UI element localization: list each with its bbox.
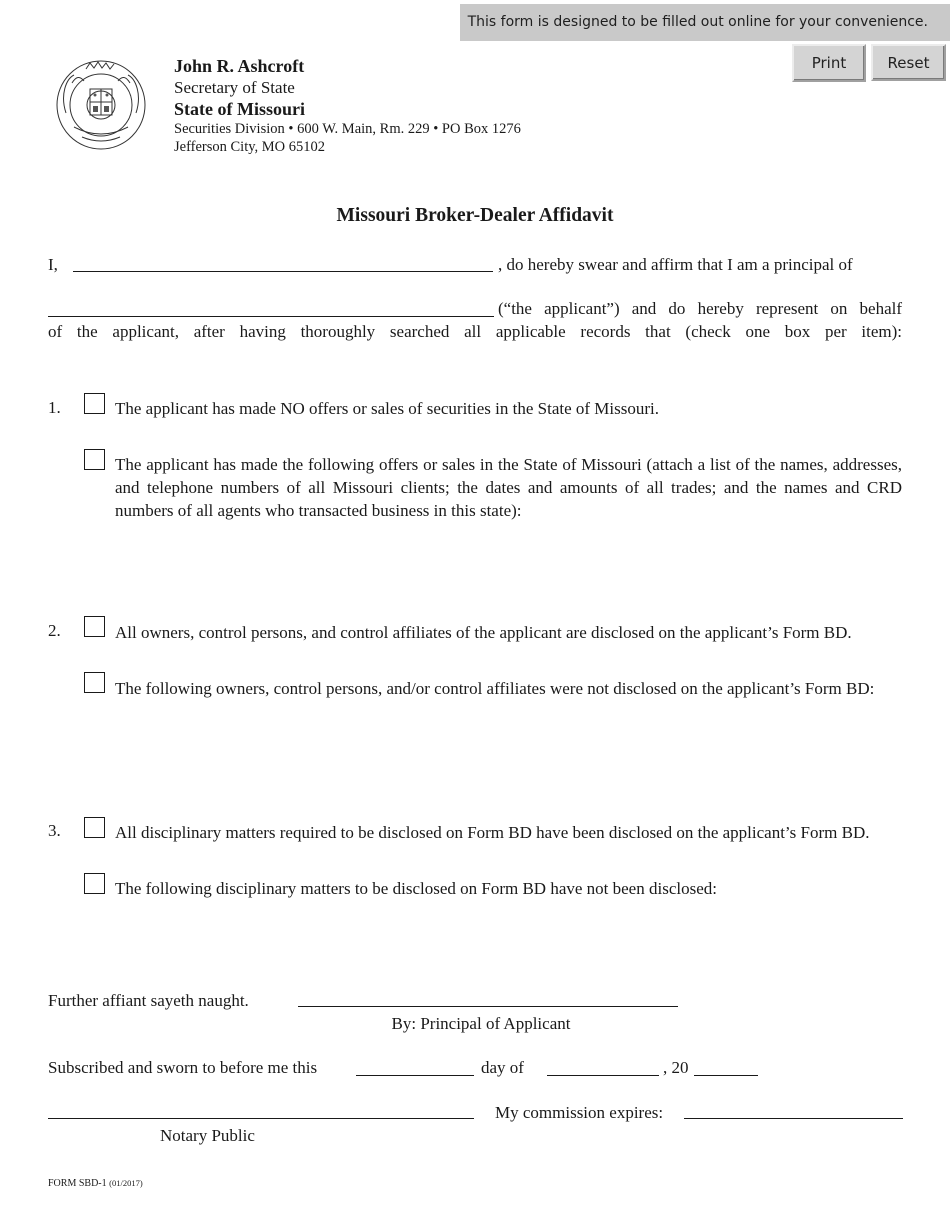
form-date: (01/2017) [109,1178,143,1188]
by-principal-label: By: Principal of Applicant [391,1014,571,1033]
sworn-day-field[interactable] [356,1075,474,1076]
item-1-option-a-checkbox[interactable] [84,393,105,414]
comma-20-text: , 20 [663,1058,689,1077]
item-2-option-a-checkbox[interactable] [84,616,105,637]
commission-expires-label: My commission expires: [495,1103,664,1122]
reset-button[interactable]: Reset [871,44,946,81]
item-1-option-a-text: The applicant has made NO offers or sales of securities in the State of Missouri. [115,399,660,418]
address-line-2: Jefferson City, MO 65102 [174,139,326,155]
state-name: State of Missouri [174,99,305,119]
item-2-option-b-text: The following owners, control persons, and/or control affiliates were not disclosed on the applicant’s Form BD: [115,679,875,698]
commission-expires-field[interactable] [684,1118,903,1119]
online-form-notice: This form is designed to be filled out online for your convenience. [460,4,950,41]
item-3-number: 3. [48,821,61,840]
principal-name-field[interactable] [73,271,493,272]
item-3-option-b-text: The following disciplinary matters to be disclosed on Form BD have not been disclosed: [115,879,717,898]
intro-applicant-text: (“the applicant”) and do hereby represent on behalf [498,299,902,318]
item-2-number: 2. [48,621,61,640]
intro-i: I, [48,255,58,274]
item-1-option-b-text: The applicant has made the following offers or sales in the State of Missouri (attach a list of the names, addresses, and telephone numbers of all Missouri clients; the dates and amounts of all trades; and the names and CRD numbers of all agents who transacted business in this state): [115,455,902,520]
form-code-label: FORM SBD-1 [48,1178,107,1189]
day-of-text: day of [481,1058,524,1077]
subscribed-text: Subscribed and sworn to before me this [48,1058,318,1077]
item-3-option-a-text: All disciplinary matters required to be disclosed on Form BD have been disclosed on the applicant’s Form BD. [115,823,870,842]
secretary-name: John R. Ashcroft [174,56,305,76]
further-affiant-text: Further affiant sayeth naught. [48,991,249,1010]
notary-public-field[interactable] [48,1118,474,1119]
item-1-number: 1. [48,398,61,417]
print-button[interactable]: Print [792,44,866,82]
sworn-year-field[interactable] [694,1075,758,1076]
item-2-option-a-text: All owners, control persons, and control affiliates of the applicant are disclosed on the applicant’s Form BD. [115,623,852,642]
secretary-title: Secretary of State [174,78,295,97]
item-2-option-b-checkbox[interactable] [84,672,105,693]
sworn-month-field[interactable] [547,1075,659,1076]
state-seal-icon [52,53,150,155]
form-title: Missouri Broker-Dealer Affidavit [336,205,614,226]
address-line-1: Securities Division • 600 W. Main, Rm. 229 • PO Box 1276 [174,121,521,137]
item-3-option-a-checkbox[interactable] [84,817,105,838]
applicant-name-field[interactable] [48,316,494,317]
intro-searched-text: of the applicant, after having thoroughly searched all applicable records that (check one box per item): [48,322,902,341]
principal-signature-field[interactable] [298,1006,678,1007]
intro-swear-text: , do hereby swear and affirm that I am a principal of [498,255,853,274]
form-code [48,1178,143,1189]
item-1-option-b-checkbox[interactable] [84,449,105,470]
notary-public-label: Notary Public [160,1126,255,1145]
item-3-option-b-checkbox[interactable] [84,873,105,894]
